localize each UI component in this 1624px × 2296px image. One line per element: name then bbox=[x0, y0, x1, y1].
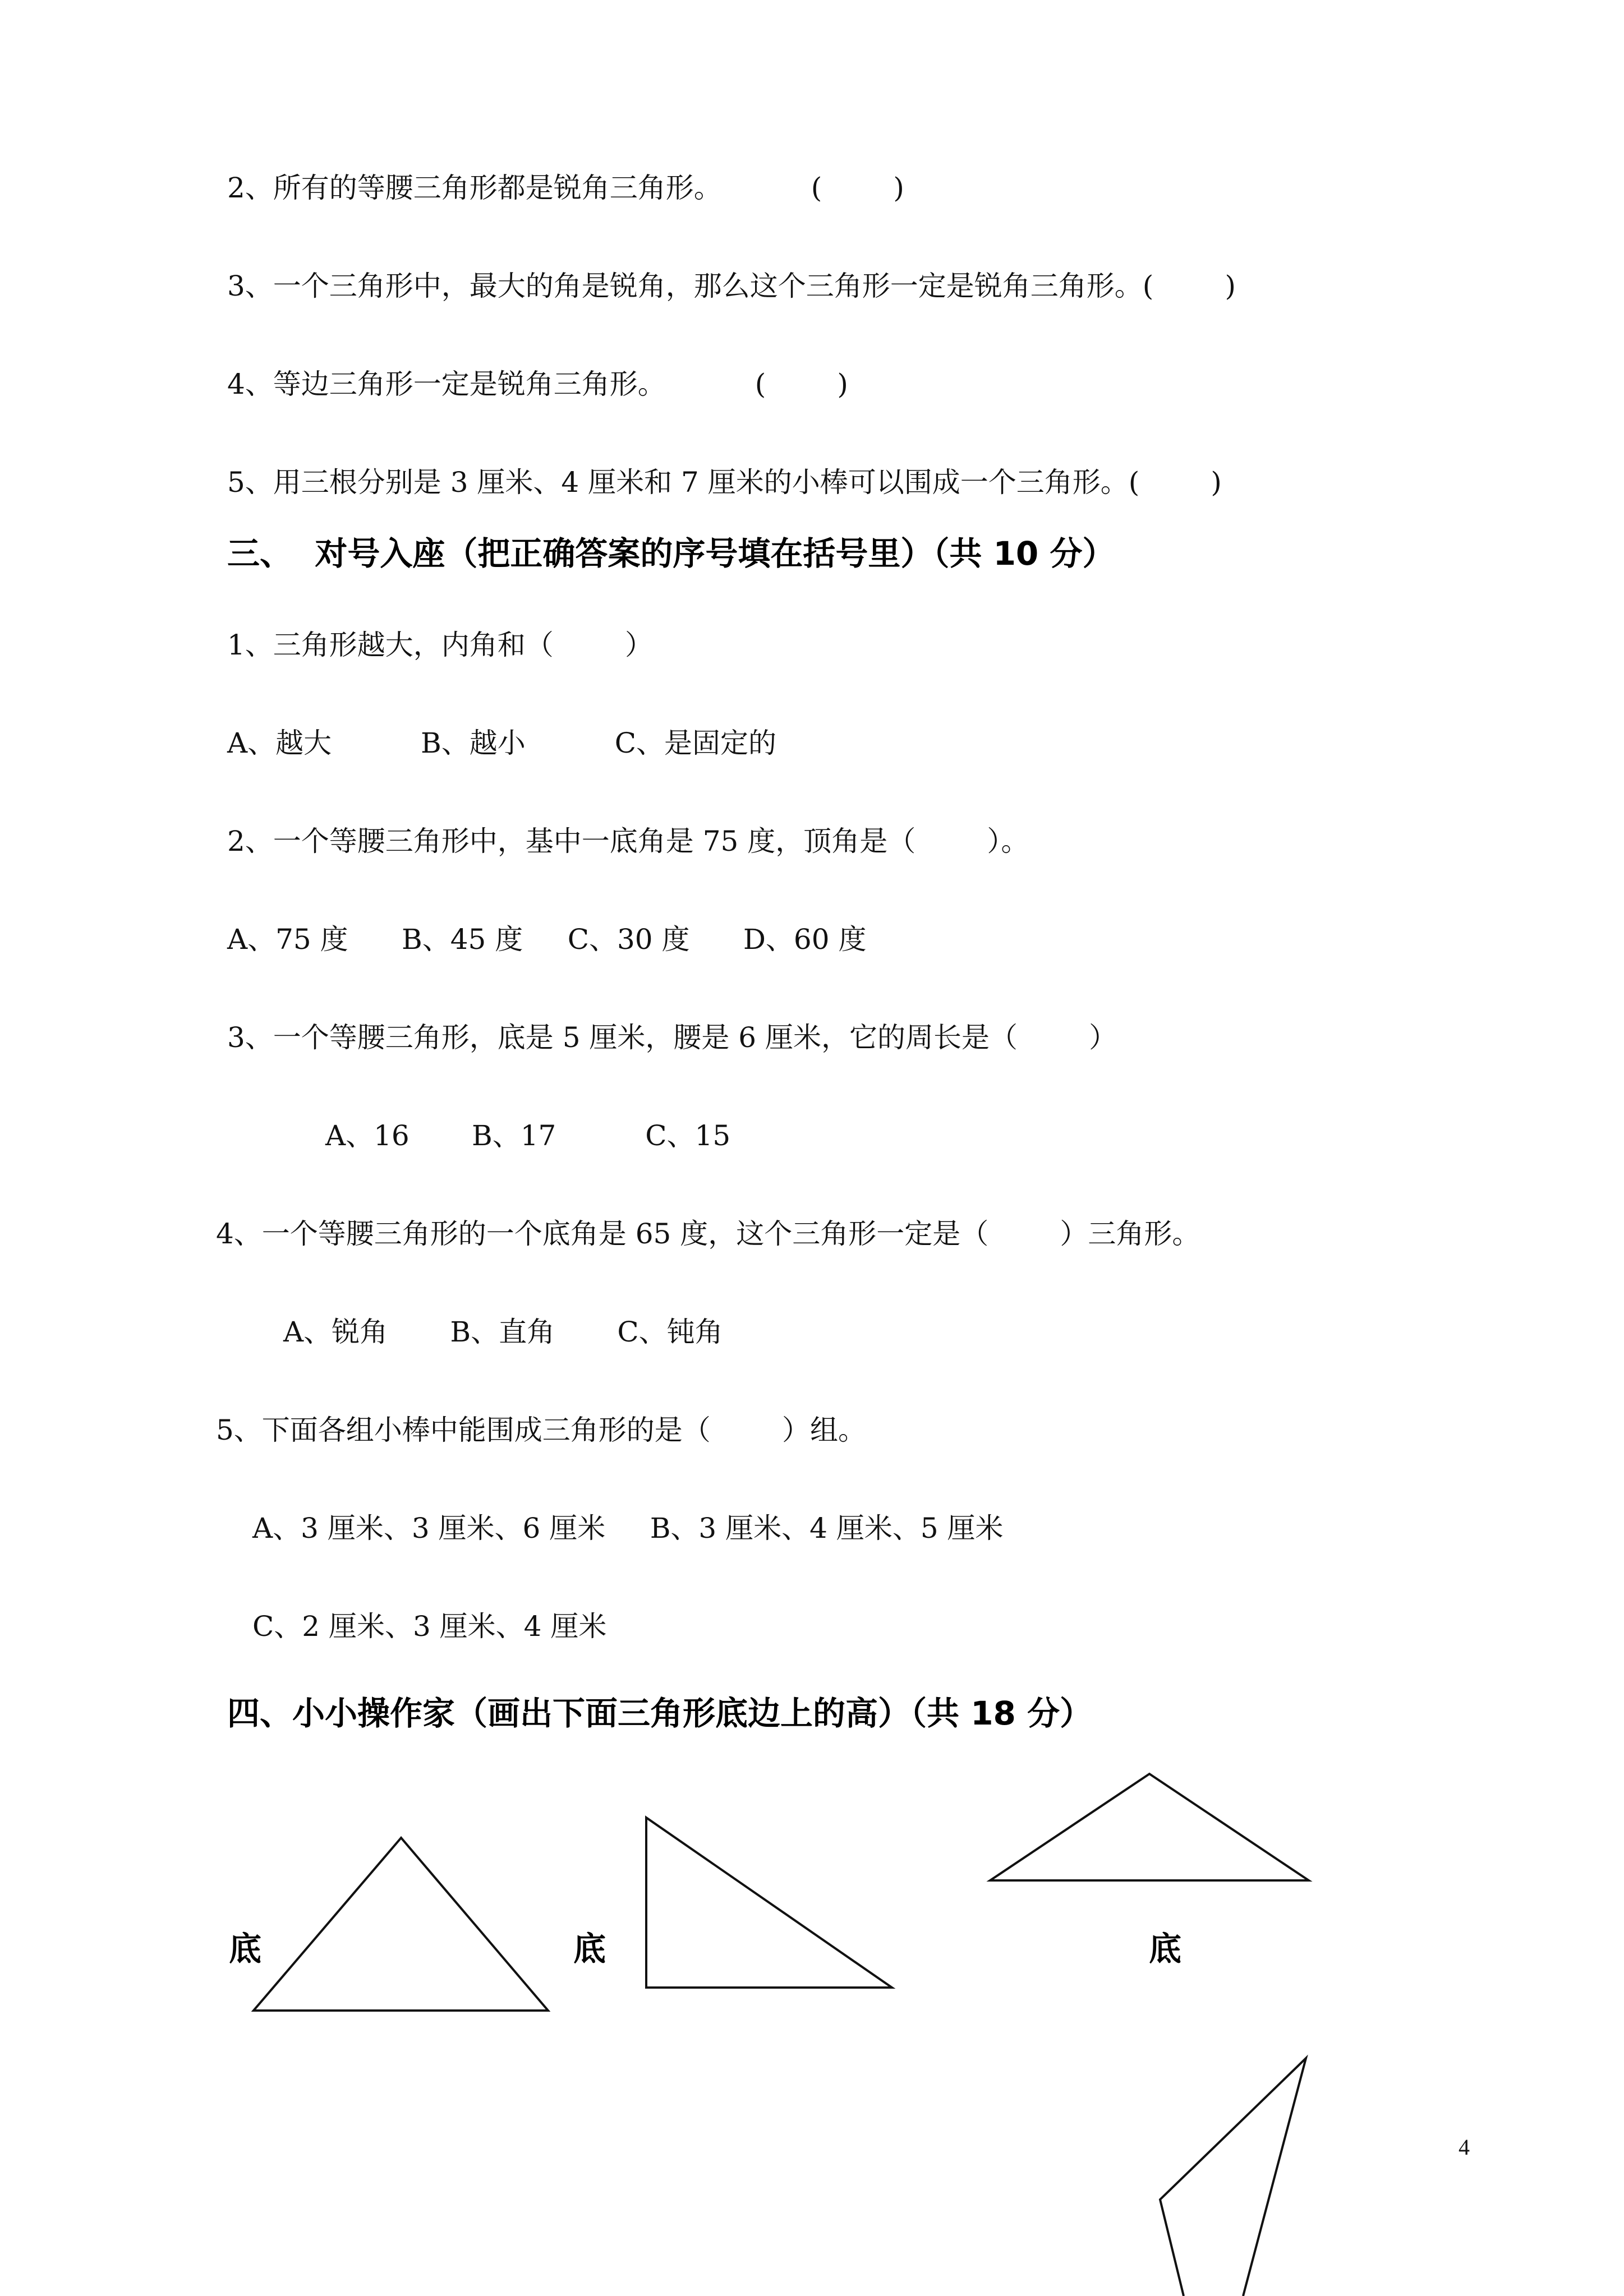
triangle-1 bbox=[254, 1838, 548, 2011]
choice-question-3: 3、一个等腰三角形，底是 5 厘米，腰是 6 厘米，它的周长是（ ） bbox=[227, 1021, 1117, 1054]
triangle-2 bbox=[646, 1818, 892, 1988]
choice-options-5a: A、3 厘米、3 厘米、6 厘米 B、3 厘米、4 厘米、5 厘米 bbox=[252, 1512, 1004, 1545]
choice-question-1: 1、三角形越大，内角和（ ） bbox=[227, 629, 653, 661]
section-4-heading: 四、小小操作家（画出下面三角形底边上的高）（共 18 分） bbox=[227, 1694, 1093, 1732]
choice-options-5b: C、2 厘米、3 厘米、4 厘米 bbox=[252, 1610, 607, 1643]
judgement-item-3: 3、一个三角形中，最大的角是锐角，那么这个三角形一定是锐角三角形。( ) bbox=[227, 270, 1236, 302]
choice-question-4: 4、一个等腰三角形的一个底角是 65 度，这个三角形一定是（ ）三角形。 bbox=[216, 1218, 1200, 1250]
triangle-3 bbox=[990, 1774, 1309, 1880]
base-label-1: 底 bbox=[229, 1930, 262, 1968]
judgement-item-5: 5、用三根分别是 3 厘米、4 厘米和 7 厘米的小棒可以围成一个三角形。( ) bbox=[227, 466, 1222, 499]
base-label-2: 底 bbox=[573, 1930, 606, 1968]
choice-options-2: A、75 度 B、45 度 C、30 度 D、60 度 bbox=[227, 923, 867, 956]
choice-question-5: 5、下面各组小棒中能围成三角形的是（ ）组。 bbox=[216, 1414, 866, 1446]
triangle-4-partial bbox=[1160, 2058, 1306, 2296]
page-number: 4 bbox=[1459, 2134, 1470, 2160]
base-label-3: 底 bbox=[1149, 1930, 1182, 1968]
choice-options-4: A、锐角 B、直角 C、钝角 bbox=[283, 1316, 723, 1348]
section-3-heading: 三、 对号入座（把正确答案的序号填在括号里）（共 10 分） bbox=[227, 534, 1115, 573]
choice-options-3: A、16 B、17 C、15 bbox=[325, 1119, 731, 1152]
judgement-item-2: 2、所有的等腰三角形都是锐角三角形。 ( ) bbox=[227, 172, 904, 204]
choice-options-1: A、越大 B、越小 C、是固定的 bbox=[227, 727, 776, 759]
choice-question-2: 2、一个等腰三角形中，基中一底角是 75 度，顶角是（ ）。 bbox=[227, 825, 1029, 857]
judgement-item-4: 4、等边三角形一定是锐角三角形。 ( ) bbox=[227, 368, 848, 400]
